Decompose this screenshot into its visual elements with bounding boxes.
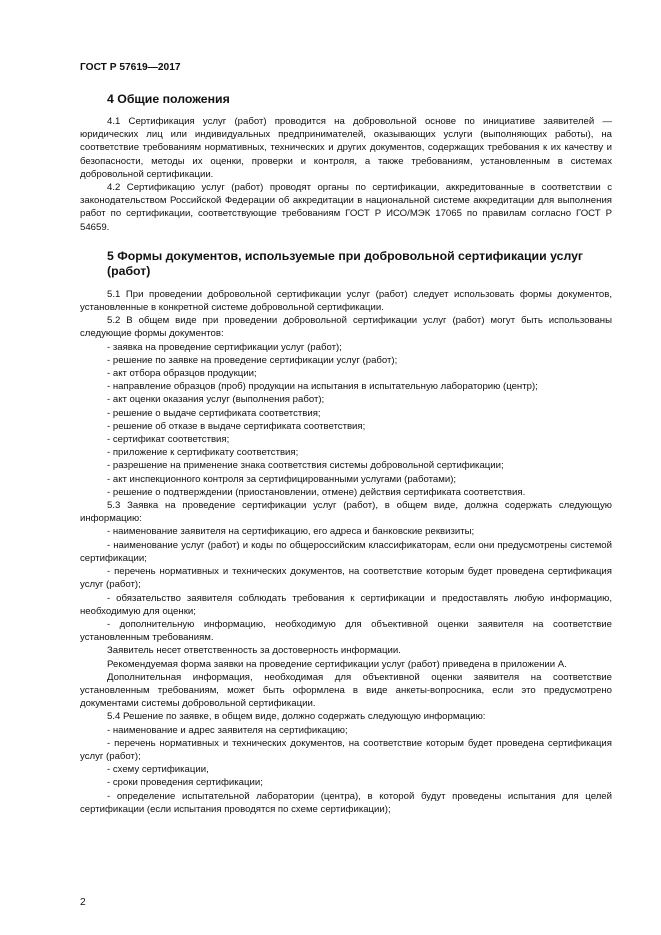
- list-5-2: [80, 341, 612, 499]
- paragraph-5-3-responsibility: Заявитель несет ответственность за достоверность информации.: [107, 645, 401, 657]
- list-item: - решение о выдаче сертификата соответствия;: [107, 407, 321, 419]
- list-item: - направление образцов (проб) продукции на испытания в испытательную лабораторию (центр);: [107, 381, 538, 393]
- list-item: - акт оценки оказания услуг (выполнения работ);: [107, 394, 325, 406]
- list-item: - решение об отказе в выдаче сертификата соответствия;: [107, 420, 366, 432]
- paragraph-5-3: 5.3 Заявка на проведение сертификации услуг (работ), в общем виде, должна содержать следующую информацию:: [80, 500, 612, 525]
- list-5-3: [80, 525, 612, 644]
- paragraph-4-1: 4.1 Сертификация услуг (работ) проводится на добровольной основе по инициативе заявителей — юридических лиц или индивидуальных предпринимателей, оказывающих услуги (выполняющих работы), на соответствие требованиям нормативных, технических и других документов, содержащих требования к их качеству и безопасности, методы их оценки, проверки и контроля, а также требованиям, установленным в системах добровольной сертификации.: [80, 116, 612, 180]
- paragraph-5-3-form-reference: Рекомендуемая форма заявки на проведение сертификации услуг (работ) приведена в приложении А.: [107, 658, 567, 670]
- list-item: - схему сертификации,: [107, 764, 209, 776]
- list-item: - заявка на проведение сертификации услуг (работ);: [107, 341, 342, 353]
- page-number: 2: [80, 897, 86, 908]
- list-5-4: [80, 724, 612, 816]
- section-4-title: 4 Общие положения: [107, 92, 230, 106]
- list-item: - наименование и адрес заявителя на сертификацию;: [107, 724, 348, 736]
- list-item: - наименование услуг (работ) и коды по общероссийским классификаторам, если они предусмотрены системой сертификации;: [80, 539, 612, 564]
- list-item: - акт инспекционного контроля за сертифицированными услугами (работами);: [107, 473, 457, 485]
- list-item: - решение по заявке на проведение сертификации услуг (работ);: [107, 354, 398, 366]
- list-item: - акт отбора образцов продукции;: [107, 368, 257, 380]
- section-5-title: 5 Формы документов, используемые при добровольной сертификации услуг (работ): [107, 248, 584, 278]
- list-item: - решение о подтверждении (приостановлении, отмене) действия сертификата соответствия.: [107, 486, 526, 498]
- paragraph-5-3-additional-info: Дополнительная информация, необходимая для объективной оценки заявителя на соответствие установленным требованиям, может быть оформлена в виде анкеты-вопросника, если это предусмотрено документами системы добровольной сертификации.: [80, 671, 612, 710]
- list-item: - перечень нормативных и технических документов, на соответствие которым будет проведена сертификация услуг (работ);: [80, 566, 612, 591]
- list-item: - сроки проведения сертификации;: [107, 777, 263, 789]
- paragraph-5-2: 5.2 В общем виде при проведении добровольной сертификации услуг (работ) могут быть использованы следующие формы документов:: [80, 315, 612, 340]
- paragraph-5-1: 5.1 При проведении добровольной сертификации услуг (работ) следует использовать формы документов, установленные в конкретной системе добровольной сертификации.: [80, 288, 612, 314]
- list-item: - наименование заявителя на сертификацию, его адреса и банковские реквизиты;: [107, 526, 475, 538]
- list-item: - определение испытательной лаборатории (центра), в которой будут проведены испытания для целей сертификации (если испытания проводятся по схеме сертификации);: [80, 790, 612, 815]
- document-body: [80, 92, 612, 816]
- paragraph-4-2: 4.2 Сертификацию услуг (работ) проводят органы по сертификации, аккредитованные в соответствии с законодательством Российской Федерации об аккредитации в национальной системе аккредитации для выполнения работ по сертификации, соответствующие требованиям ГОСТ Р ИСО/МЭК 17065 по правилам согласно ГОСТ Р 54659.: [80, 182, 612, 233]
- list-item: - обязательство заявителя соблюдать требования к сертификации и предоставлять любую информацию, необходимую для оценки;: [80, 592, 612, 617]
- paragraph-5-4: 5.4 Решение по заявке, в общем виде, должно содержать следующую информацию:: [107, 711, 486, 723]
- list-item: - приложение к сертификату соответствия;: [107, 447, 299, 459]
- list-item: - разрешение на применение знака соответствия системы добровольной сертификации;: [107, 460, 504, 472]
- list-item: - перечень нормативных и технических документов, на соответствие которым будет проведена сертификация услуг (работ);: [80, 737, 612, 762]
- list-item: - сертификат соответствия;: [107, 434, 230, 446]
- document-header: ГОСТ Р 57619—2017: [80, 62, 181, 73]
- list-item: - дополнительную информацию, необходимую для объективной оценки заявителя на соответствие установленным требованиям.: [80, 618, 612, 644]
